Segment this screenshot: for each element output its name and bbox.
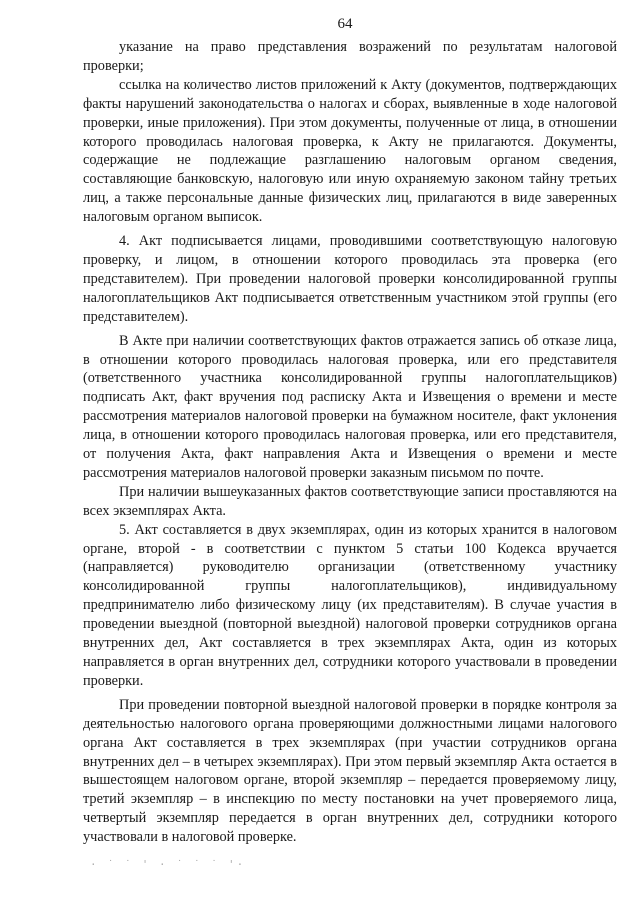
document-body bbox=[83, 38, 617, 847]
page-number: 64 bbox=[337, 16, 353, 32]
paragraph: В Акте при наличии соответствующих фактов отражается запись об отказе лица, в отношении которого проводилась налоговая проверка, или его представителя (ответственного участника консолидированной группы налогоплательщиков) подписать Акт, факт вручения под расписку Акта и Извещения о времени и месте рассмотрения материалов налоговой проверки на бумажном носителе, факт уклонения лица, в отношении которого проводилась налоговая проверка, или его представителя, от получения Акта, факт направления Акта и Извещения о времени и месте рассмотрения материалов налоговой проверки заказным письмом по почте. bbox=[83, 332, 617, 481]
paragraph: При наличии вышеуказанных фактов соответствующие записи проставляются на всех экземплярах Акта. bbox=[83, 483, 617, 519]
paragraph: 4. Акт подписывается лицами, проводившими соответствующую налоговую проверку, и лицом, в отношении которого проводилась эта проверка (его представителем). При проведении налоговой проверки консолидированной группы налогоплательщиков Акт подписывается ответственным участником этой группы (его представителем). bbox=[83, 233, 617, 325]
scan-artifact: · ˙ ˙ ' · ˙ ˙ ˙ '· bbox=[90, 858, 246, 871]
paragraph: указание на право представления возражений по результатам налоговой проверки; bbox=[83, 39, 617, 74]
paragraph: При проведении повторной выездной налоговой проверки в порядке контроля за деятельностью налогового органа проверяющими должностными лицами налогового органа Акт составляется в трех экземплярах (при участии сотрудников органа внутренних дел – в четырех экземплярах). При этом первый экземпляр Акта остается в вышестоящем налоговом органе, второй экземпляр – передается проверяемому лицу, третий экземпляр – в инспекцию по месту постановки на учет проверяемого лица, четвертый экземпляр передается в орган внутренних дел, сотрудники которого участвовали в налоговой проверке. bbox=[83, 696, 617, 846]
paragraph: 5. Акт составляется в двух экземплярах, один из которых хранится в налоговом органе, второй - в соответствии с пунктом 5 статьи 100 Кодекса вручается (направляется) руководителю организации (ответственному участнику консолидированной группы налогоплательщиков), индивидуальному предпринимателю либо физическому лицу (их представителям). В случае участия в проведении выездной (повторной выездной) налоговой проверки сотрудников органа внутренних дел, Акт составляется в трех экземплярах Акта, один из которых направляется в орган внутренних дел, сотрудники которого участвовали в проведении проверки. bbox=[83, 521, 617, 689]
paragraph: ссылка на количество листов приложений к Акту (документов, подтверждающих факты нарушений законодательства о налогах и сборах, выявленные в ходе налоговой проверки, иные приложения). При этом документы, полученные от лица, в отношении которого проводилась налоговая проверка, к Акту не прилагаются. Документы, содержащие не подлежащие разглашению налоговым органом сведения, составляющие банковскую, налоговую или иную охраняемую законом тайну третьих лиц, а также персональные данные физических лиц, прилагаются в виде заверенных налоговым органом выписок. bbox=[83, 76, 617, 226]
